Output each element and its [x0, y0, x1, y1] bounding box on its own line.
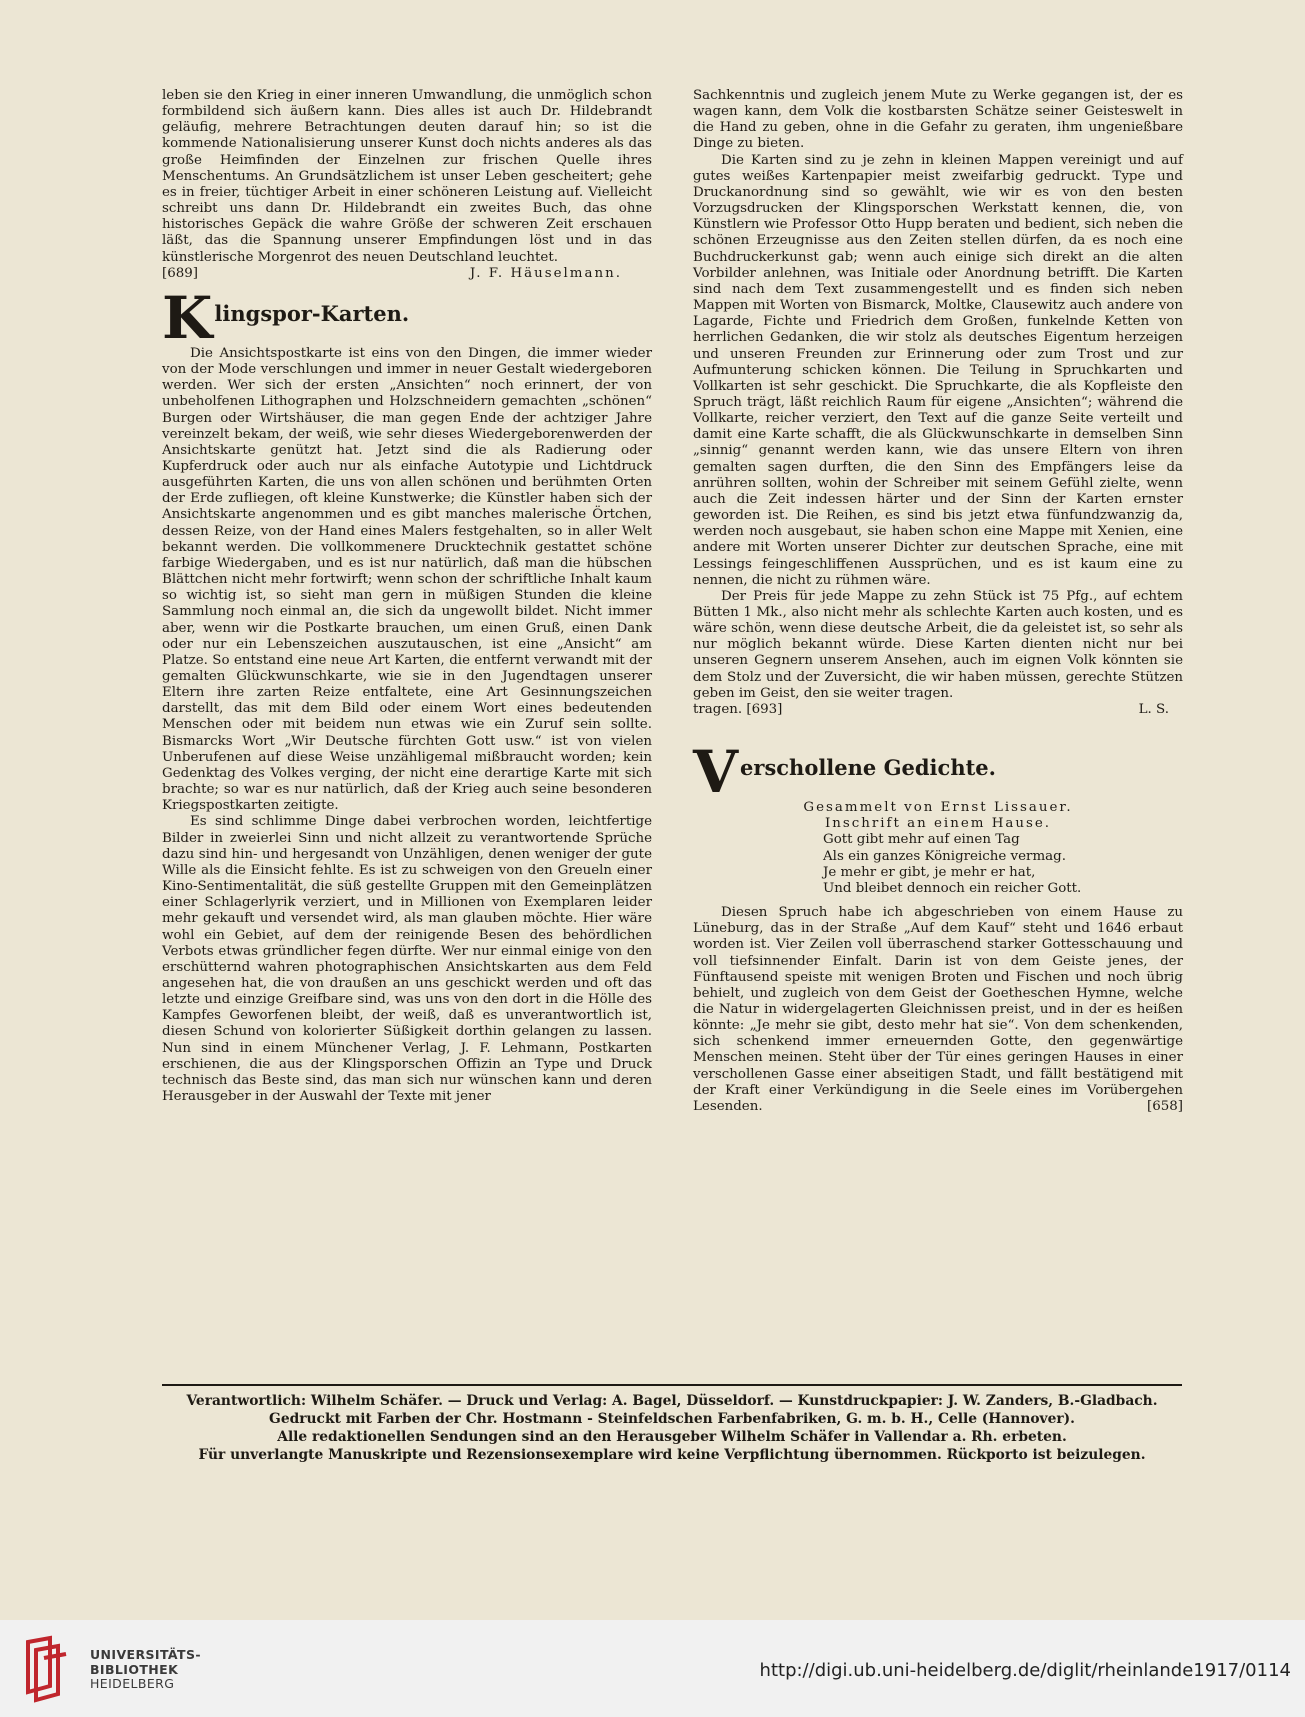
preis-ref: tragen. [693]: [693, 701, 783, 717]
intro-paragraph: leben sie den Krieg in einer inneren Umwandlung, die unmöglich schon formbildend sich äußern kann. Dies alles ist auch Dr. Hildebrandt geläufig, mehrere Betrachtungen deuten darauf hin; so ist die kommende Nationalisierung unserer Kunst doch nichts anderes als das große Heimfinden der Einzelnen zur frischen Quelle ihres Menschentums. An Grundsätzlichem ist unser Leben gescheitert; gehe es in freier, tüchtiger Arbeit in einer schöneren Leistung auf. Vielleicht schreibt uns dann Dr. Hildebrandt ein zweites Buch, das ohne historisches Gepäck die wahre Größe der schweren Zeit erschauen läßt, das die Spannung unserer Empfindungen löst und in das künstlerische Morgenrot des neuen Deutschland leuchtet.: [162, 88, 652, 265]
section2-subtitle: Gesammelt von Ernst Lissauer.: [803, 800, 1073, 816]
library-name-line-3: HEIDELBERG: [90, 1676, 175, 1691]
preis-paragraph: Der Preis für jede Mappe zu zehn Stück ist 75 Pfg., auf echtem Bütten 1 Mk., also nicht mehr als schlechte Karten auch kosten, und es wäre schön, wenn diese deutsche Arbeit, die da geleistet ist, so sehr als nur möglich bekannt würde. Diese Karten dienten nicht nur bei unseren Gegnern unserem Ansehen, auch im eignen Volk könnten sie dem Stolz und der Zuversicht, die wir haben müssen, gerechte Stützen geben im Geist, den sie weiter tragen.: [693, 588, 1183, 701]
library-name-line-1: UNIVERSITÄTS-: [90, 1647, 201, 1662]
preis-signature: [693, 702, 1183, 718]
poem: [823, 832, 1183, 897]
continuation-paragraph: Sachkenntnis und zugleich jenem Mute zu Werke gegangen ist, der es wagen kann, dem Volk die kostbarsten Schätze seiner Geisteswelt in die Hand zu geben, ohne in die Gefahr zu geraten, ihm ungenießbare Dinge zu bieten.: [693, 88, 1183, 152]
intro-signature: [162, 266, 652, 282]
intro-ref: [689]: [162, 265, 199, 281]
library-logo-icon: [20, 1634, 78, 1706]
viewer-footer: [0, 1620, 1305, 1717]
imprint-line-3: Alle redaktionellen Sendungen sind an den Herausgeber Wilhelm Schäfer in Vallendar a. Rh. erbeten.: [277, 1429, 1067, 1445]
section2-heading: [693, 738, 1183, 807]
preis-author: L. S.: [1138, 701, 1169, 717]
poem-line: Gott gibt mehr auf einen Tag: [823, 832, 1020, 848]
poem-line: Und bleibet dennoch ein reicher Gott.: [823, 880, 1082, 896]
imprint-line-1: Verantwortlich: Wilhelm Schäfer. — Druck und Verlag: A. Bagel, Düsseldorf. — Kunstdruckpapier: J. W. Zanders, B.-Gladbach.: [186, 1393, 1158, 1409]
spruch-ref: [658]: [1146, 1098, 1183, 1114]
section2-title: erschollene Gedichte.: [740, 755, 996, 781]
karten-paragraph: Die Karten sind zu je zehn in kleinen Mappen vereinigt und auf gutes weißes Kartenpapier meist zweifarbig gedruckt. Type und Druckanordnung sind so gewählt, wie wir es von den besten Vorzugsdrucken der Klingsporschen Werkstatt kennen, die, von Künstlern wie Professor Otto Hupp beraten und bedient, sich neben die schönen Erzeugnisse aus den Zeiten stellen dürfen, da es noch eine Buchdruckerkunst gab; wenn auch einige sich direkt an die alten Vorbilder anlehnen, was Initiale oder Anordnung betrifft. Die Karten sind nach dem Text zusammengestellt und es finden sich neben Mappen mit Worten von Bismarck, Moltke, Clausewitz auch andere von Lagarde, Fichte und Friedrich dem Großen, funkelnde Ketten von herrlichen Gedanken, die wir stolz als deutsches Eigentum herzeigen und unseren Freunden zur Erinnerung oder zum Trost und zur Aufmunterung schicken können. Die Teilung in Spruchkarten und Vollkarten ist sehr geschickt. Die Spruchkarte, die als Kopfleiste den Spruch trägt, läßt reichlich Raum für eigene „Ansichten“; während die Vollkarte, reicher verziert, den Text auf die ganze Seite verteilt und damit eine Karte schafft, die als Glückwunschkarte in demselben Sinn „sinnig“ genannt werden kann, wie das unsere Eltern von ihren gemalten sagen durften, die den Sinn des Empfängers leise da anrühren sollten, wohin der Schreiber mit seinem Gefühl zielte, wenn auch die Zeit indessen härter und der Sinn der Karten ernster geworden ist. Die Reihen, es sind bis jetzt etwa fünfundzwanzig da, werden noch ausgebaut, sie haben schon eine Mappe mit Xenien, eine andere mit Worten unserer Dichter zur deutschen Sprache, eine mit Lessings feingeschliffenen Aussprüchen, und es ist kaum eine zu nennen, die nicht zu rühmen wäre.: [693, 152, 1183, 588]
imprint-divider: [162, 1384, 1182, 1386]
section1-dropcap: K: [162, 283, 213, 352]
section1-heading: [162, 283, 652, 352]
spruch-text: Diesen Spruch habe ich abgeschrieben von einem Hause zu Lüneburg, das in der Straße „Auf dem Kauf“ steht und 1646 erbaut worden ist. Vier Zeilen voll überraschend starker Gottesschauung und voll tiefsinnender Einfalt. Darin ist von dem Geiste jenes, der Fünftausend speiste mit wenigen Broten und Fischen und noch übrig behielt, und zugleich von dem Geist der Goetheschen Hymne, welche die Natur in widergelagerten Gleichnissen preist, und in der es heißen könnte: „Je mehr sie gibt, desto mehr hat sie“. Von dem schenkenden, sich schenkend immer erneuernden Gotte, den gegenwärtige Menschen meinen. Steht über der Tür eines geringen Hauses in einer verschollenen Gasse einer abseitigen Stadt, und fällt bestätigend mit der Kraft einer Verkündigung in die Seele eines im Vorübergehen Lesenden.: [693, 905, 1183, 1114]
section1-paragraph-1: Die Ansichtspostkarte ist eins von den Dingen, die immer wieder von der Mode verschlungen und immer in neuer Gestalt wiedergeboren werden. Wer sich der ersten „Ansichten“ noch erinnert, der von unbeholfenen Lithographen und Holzschneidern gemachten „schönen“ Burgen oder Wirtshäuser, die man gegen Ende der achtziger Jahre vereinzelt bekam, der weiß, wie sehr dieses Wiedergeborenwerden der Ansichtskarte genützt hat. Jetzt sind die als Radierung oder Kupferdruck oder auch nur als einfache Autotypie und Lichtdruck ausgeführten Karten, die uns von allen schönen und berühmten Orten der Erde zufliegen, oft kleine Kunstwerke; die Künstler haben sich der Ansichtskarte angenommen und es gibt manches malerische Örtchen, dessen Reize, von der Hand eines Malers festgehalten, so in aller Welt bekannt werden. Die vollkommenere Drucktechnik gestattet schöne farbige Wiedergaben, und es ist nur natürlich, daß man die hübschen Blättchen nicht mehr fortwirft; wenn schon der schriftliche Inhalt kaum so wichtig ist, so sieht man gern in müßigen Stunden die kleine Sammlung noch einmal an, die sich da ungewollt bildet. Nicht immer aber, wenn wir die Postkarte brauchen, um einen Gruß, einen Dank oder nur ein Lebenszeichen auszutauschen, ist eine „Ansicht“ am Platze. So entstand eine neue Art Karten, die entfernt verwandt mit der gemalten Glückwunschkarte, wie sie in den Jugendtagen unserer Eltern ihre zarten Reize entfaltete, eine Art Gesinnungszeichen darstellt, das mit dem Bild oder einem Wort eines bedeutenden Menschen oder mit beidem nun etwas wie ein Zuruf sein sollte. Bismarcks Wort „Wir Deutsche fürchten Gott usw.“ ist von vielen Unberufenen auf diese Weise unzähligemal mißbraucht worden; kein Gedenktag des Volkes verging, der nicht eine derartige Karte mit sich brachte; so war es nur natürlich, daß der Krieg auch seine besonderen Kriegspostkarten zeitigte.: [162, 345, 652, 814]
imprint-line-4: Für unverlangte Manuskripte und Rezensionsexemplare wird keine Verpflichtung übernommen. Rückporto ist beizulegen.: [198, 1447, 1146, 1463]
inscription-title: Inschrift an einem Hause.: [824, 816, 1052, 832]
poem-line: Je mehr er gibt, je mehr er hat,: [823, 864, 1036, 880]
library-name: [90, 1648, 201, 1692]
section2-dropcap: V: [693, 738, 739, 807]
poem-line: Als ein ganzes Königreiche vermag.: [823, 848, 1066, 864]
permalink-url[interactable]: http://digi.ub.uni-heidelberg.de/diglit/rheinlande1917/0114: [759, 1660, 1291, 1681]
spruch-paragraph: [693, 905, 1183, 1115]
left-column: [162, 88, 652, 1105]
intro-author: J. F. Häuselmann.: [469, 265, 622, 281]
imprint-line-2: Gedruckt mit Farben der Chr. Hostmann - Steinfeldschen Farbenfabriken, G. m. b. H., Celle (Hannover).: [269, 1411, 1075, 1427]
right-column: [693, 88, 1183, 1115]
imprint: [150, 1392, 1194, 1464]
section1-paragraph-2: Es sind schlimme Dinge dabei verbrochen worden, leichtfertige Bilder in zweierlei Sinn und nicht allzeit zu verantwortende Sprüche dazu sind hin- und hergesandt von Unzähligen, denen weniger der gute Wille als die Einsicht fehlte. Es ist zu schweigen von den Greueln einer Kino-Sentimentalität, die süß gestellte Gruppen mit den Gemeinplätzen einer Schlagerlyrik verziert, und in Millionen von Exemplaren leider mehr gekauft und versendet wird, als man glauben möchte. Hier wäre wohl ein Gebiet, auf dem der reinigende Besen des behördlichen Verbots etwas gründlicher fegen dürfte. Wer nur einmal einige von den erschütternd wahren photographischen Ansichtskarten aus dem Feld angesehen hat, die von draußen an uns geschickt werden und oft das letzte und einzige Greifbare sind, was uns von den dort in die Hölle des Kampfes Geworfenen bleibt, der weiß, daß es unverantwortlich ist, diesen Schund von kolorierter Süßigkeit dorthin gelangen zu lassen. Nun sind in einem Münchener Verlag, J. F. Lehmann, Postkarten erschienen, die aus der Klingsporschen Offizin an Type und Druck technisch das Beste sind, das man sich nur wünschen kann und deren Herausgeber in der Auswahl der Texte mit jener: [162, 814, 652, 1105]
library-name-line-2: BIBLIOTHEK: [90, 1661, 179, 1677]
section1-title: lingspor-Karten.: [214, 300, 410, 326]
